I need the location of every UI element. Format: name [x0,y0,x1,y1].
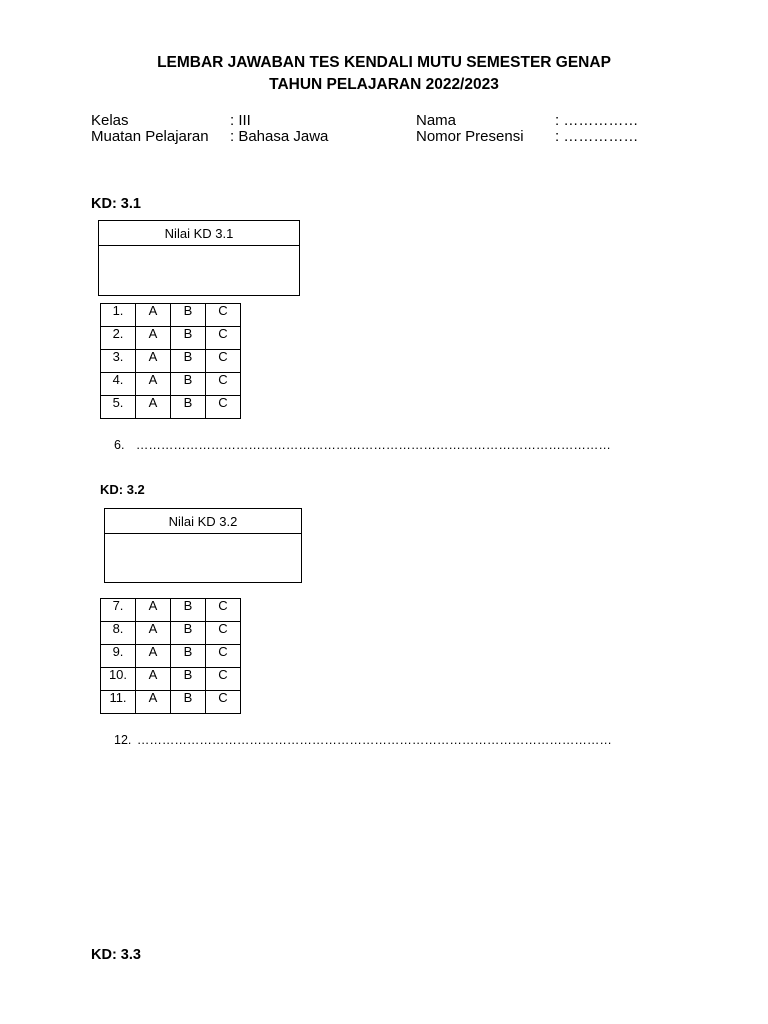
table-row [101,327,241,350]
nilai-box [104,508,302,583]
nilai-label: Nilai KD 3.2 [105,509,301,534]
essay-item [114,733,612,747]
table-row [101,645,241,668]
table-row [101,304,241,327]
question-number: 9. [101,645,136,668]
option-a[interactable]: A [136,327,171,350]
kd-heading: KD: 3.1 [91,196,141,212]
answer-table [100,598,241,714]
question-number: 8. [101,622,136,645]
option-b[interactable]: B [171,599,206,622]
muatan-value: : Bahasa Jawa [230,128,329,145]
kelas-value: : III [230,112,251,129]
option-c[interactable]: C [206,599,241,622]
question-number: 1. [101,304,136,327]
option-c[interactable]: C [206,327,241,350]
option-a[interactable]: A [136,373,171,396]
option-a[interactable]: A [136,599,171,622]
question-number: 2. [101,327,136,350]
nilai-box [98,220,300,296]
question-number: 7. [101,599,136,622]
table-row [101,373,241,396]
page-title: LEMBAR JAWABAN TES KENDALI MUTU SEMESTER GENAP [157,54,611,71]
option-a[interactable]: A [136,691,171,714]
option-b[interactable]: B [171,668,206,691]
kd-heading: KD: 3.2 [100,482,145,497]
option-c[interactable]: C [206,645,241,668]
option-a[interactable]: A [136,622,171,645]
option-b[interactable]: B [171,350,206,373]
presensi-field[interactable]: : …………… [555,128,639,145]
option-b[interactable]: B [171,622,206,645]
table-row [101,622,241,645]
nilai-label: Nilai KD 3.1 [99,221,299,246]
kelas-label: Kelas [91,112,129,129]
answer-table [100,303,241,419]
essay-item [114,438,611,452]
option-c[interactable]: C [206,622,241,645]
table-row [101,668,241,691]
nama-label: Nama [416,112,457,129]
kd-heading: KD: 3.3 [91,947,141,963]
option-a[interactable]: A [136,304,171,327]
essay-answer-line[interactable]: …………………………………………………………………………………………………… [135,438,611,452]
option-b[interactable]: B [171,327,206,350]
option-b[interactable]: B [171,373,206,396]
question-number: 11. [101,691,136,714]
option-a[interactable]: A [136,350,171,373]
option-b[interactable]: B [171,645,206,668]
option-c[interactable]: C [206,373,241,396]
essay-answer-line[interactable]: …………………………………………………………………………………………………… [136,733,612,747]
option-b[interactable]: B [171,396,206,419]
option-b[interactable]: B [171,304,206,327]
question-number: 4. [101,373,136,396]
option-c[interactable]: C [206,668,241,691]
option-b[interactable]: B [171,691,206,714]
essay-number: 12. [114,733,132,747]
nilai-score-field[interactable] [105,534,301,582]
option-a[interactable]: A [136,396,171,419]
question-number: 10. [101,668,136,691]
question-number: 3. [101,350,136,373]
option-c[interactable]: C [206,691,241,714]
table-row [101,599,241,622]
table-row [101,350,241,373]
option-c[interactable]: C [206,350,241,373]
page-subtitle: TAHUN PELAJARAN 2022/2023 [269,76,499,93]
question-number: 5. [101,396,136,419]
table-row [101,396,241,419]
option-c[interactable]: C [206,304,241,327]
table-row [101,691,241,714]
option-a[interactable]: A [136,668,171,691]
muatan-label: Muatan Pelajaran [91,128,209,145]
essay-number: 6. [114,438,125,452]
nama-field[interactable]: : …………… [555,112,639,129]
nilai-score-field[interactable] [99,246,299,294]
presensi-label: Nomor Presensi [416,128,524,145]
option-a[interactable]: A [136,645,171,668]
option-c[interactable]: C [206,396,241,419]
